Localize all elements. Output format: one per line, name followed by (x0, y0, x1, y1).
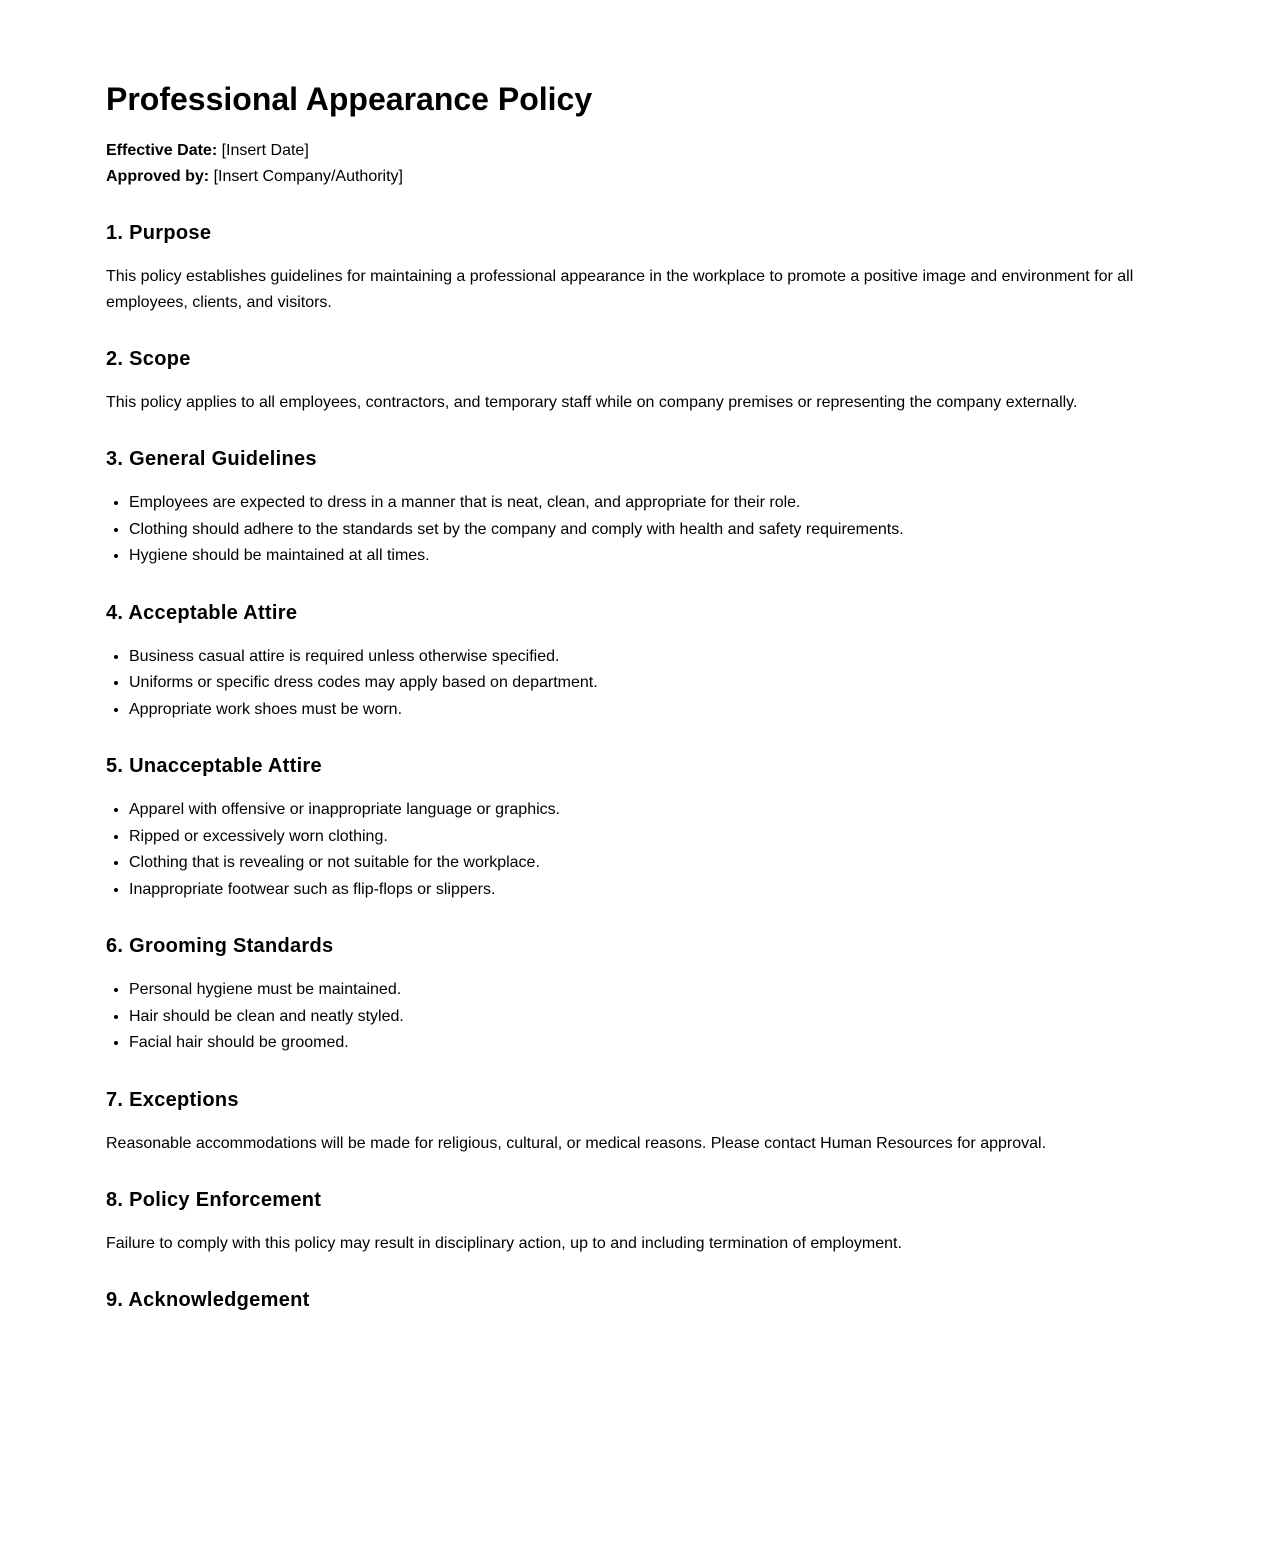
list-item: • Personal hygiene must be maintained. (129, 977, 1157, 1004)
list-item: • Inappropriate footwear such as flip-flops or slippers. (129, 877, 1157, 904)
section-heading: 1. Purpose (106, 222, 212, 244)
list-item: • Facial hair should be groomed. (129, 1030, 1157, 1057)
section-heading: 2. Scope (106, 348, 191, 370)
section-heading: 3. General Guidelines (106, 448, 317, 470)
section-text: This policy establishes guidelines for maintaining a professional appearance in the workplace to promote a positive image and environment for all employees, clients, and visitors. (106, 268, 1134, 311)
section-heading: 7. Exceptions (106, 1088, 239, 1111)
section-purpose (106, 220, 1157, 316)
section-heading: 9. Acknowledgement (106, 1288, 310, 1311)
list-item: • Clothing should adhere to the standards set by the company and comply with health and safety requirements. (129, 517, 1157, 544)
section-heading: 4. Acceptable Attire (106, 601, 298, 624)
list-item: • Appropriate work shoes must be worn. (129, 697, 1157, 724)
list-item: • Clothing that is revealing or not suitable for the workplace. (129, 850, 1157, 877)
effective-date-label: Effective Date: (106, 142, 218, 159)
bullet-list (106, 977, 1157, 1057)
section-acknowledgement (106, 1287, 1157, 1313)
section-general-guidelines (106, 446, 1157, 570)
section-heading: 6. Grooming Standards (106, 935, 334, 957)
list-item: • Hygiene should be maintained at all times. (129, 543, 1157, 570)
effective-date-value: [Insert Date] (221, 142, 309, 159)
approved-by-label: Approved by: (106, 168, 210, 185)
section-policy-enforcement (106, 1187, 1157, 1257)
list-item: • Employees are expected to dress in a manner that is neat, clean, and appropriate for their role. (129, 490, 1157, 517)
bullet-list (106, 644, 1157, 724)
section-heading: 5. Unacceptable Attire (106, 755, 322, 777)
list-item: • Business casual attire is required unless otherwise specified. (129, 644, 1157, 671)
section-text: Reasonable accommodations will be made for religious, cultural, or medical reasons. Please contact Human Resources for approval. (106, 1134, 1047, 1152)
section-exceptions (106, 1087, 1157, 1157)
section-text: This policy applies to all employees, contractors, and temporary staff while on company premises or representing the company externally. (106, 394, 1078, 411)
list-item: • Apparel with offensive or inappropriate language or graphics. (129, 797, 1157, 824)
section-scope (106, 346, 1157, 416)
list-item: • Hair should be clean and neatly styled. (129, 1004, 1157, 1031)
section-grooming-standards (106, 933, 1157, 1057)
section-text: Failure to comply with this policy may result in disciplinary action, up to and including termination of employment. (106, 1234, 902, 1252)
list-item: • Uniforms or specific dress codes may apply based on department. (129, 670, 1157, 697)
section-heading: 8. Policy Enforcement (106, 1188, 322, 1211)
approved-by (106, 164, 1157, 190)
bullet-list (106, 490, 1157, 570)
section-acceptable-attire (106, 600, 1157, 724)
section-unacceptable-attire (106, 753, 1157, 903)
page-title: Professional Appearance Policy (106, 81, 593, 117)
approved-by-value: [Insert Company/Authority] (213, 168, 403, 185)
effective-date (106, 138, 1157, 164)
list-item: • Ripped or excessively worn clothing. (129, 824, 1157, 851)
bullet-list (106, 797, 1157, 903)
document-meta (106, 138, 1157, 190)
